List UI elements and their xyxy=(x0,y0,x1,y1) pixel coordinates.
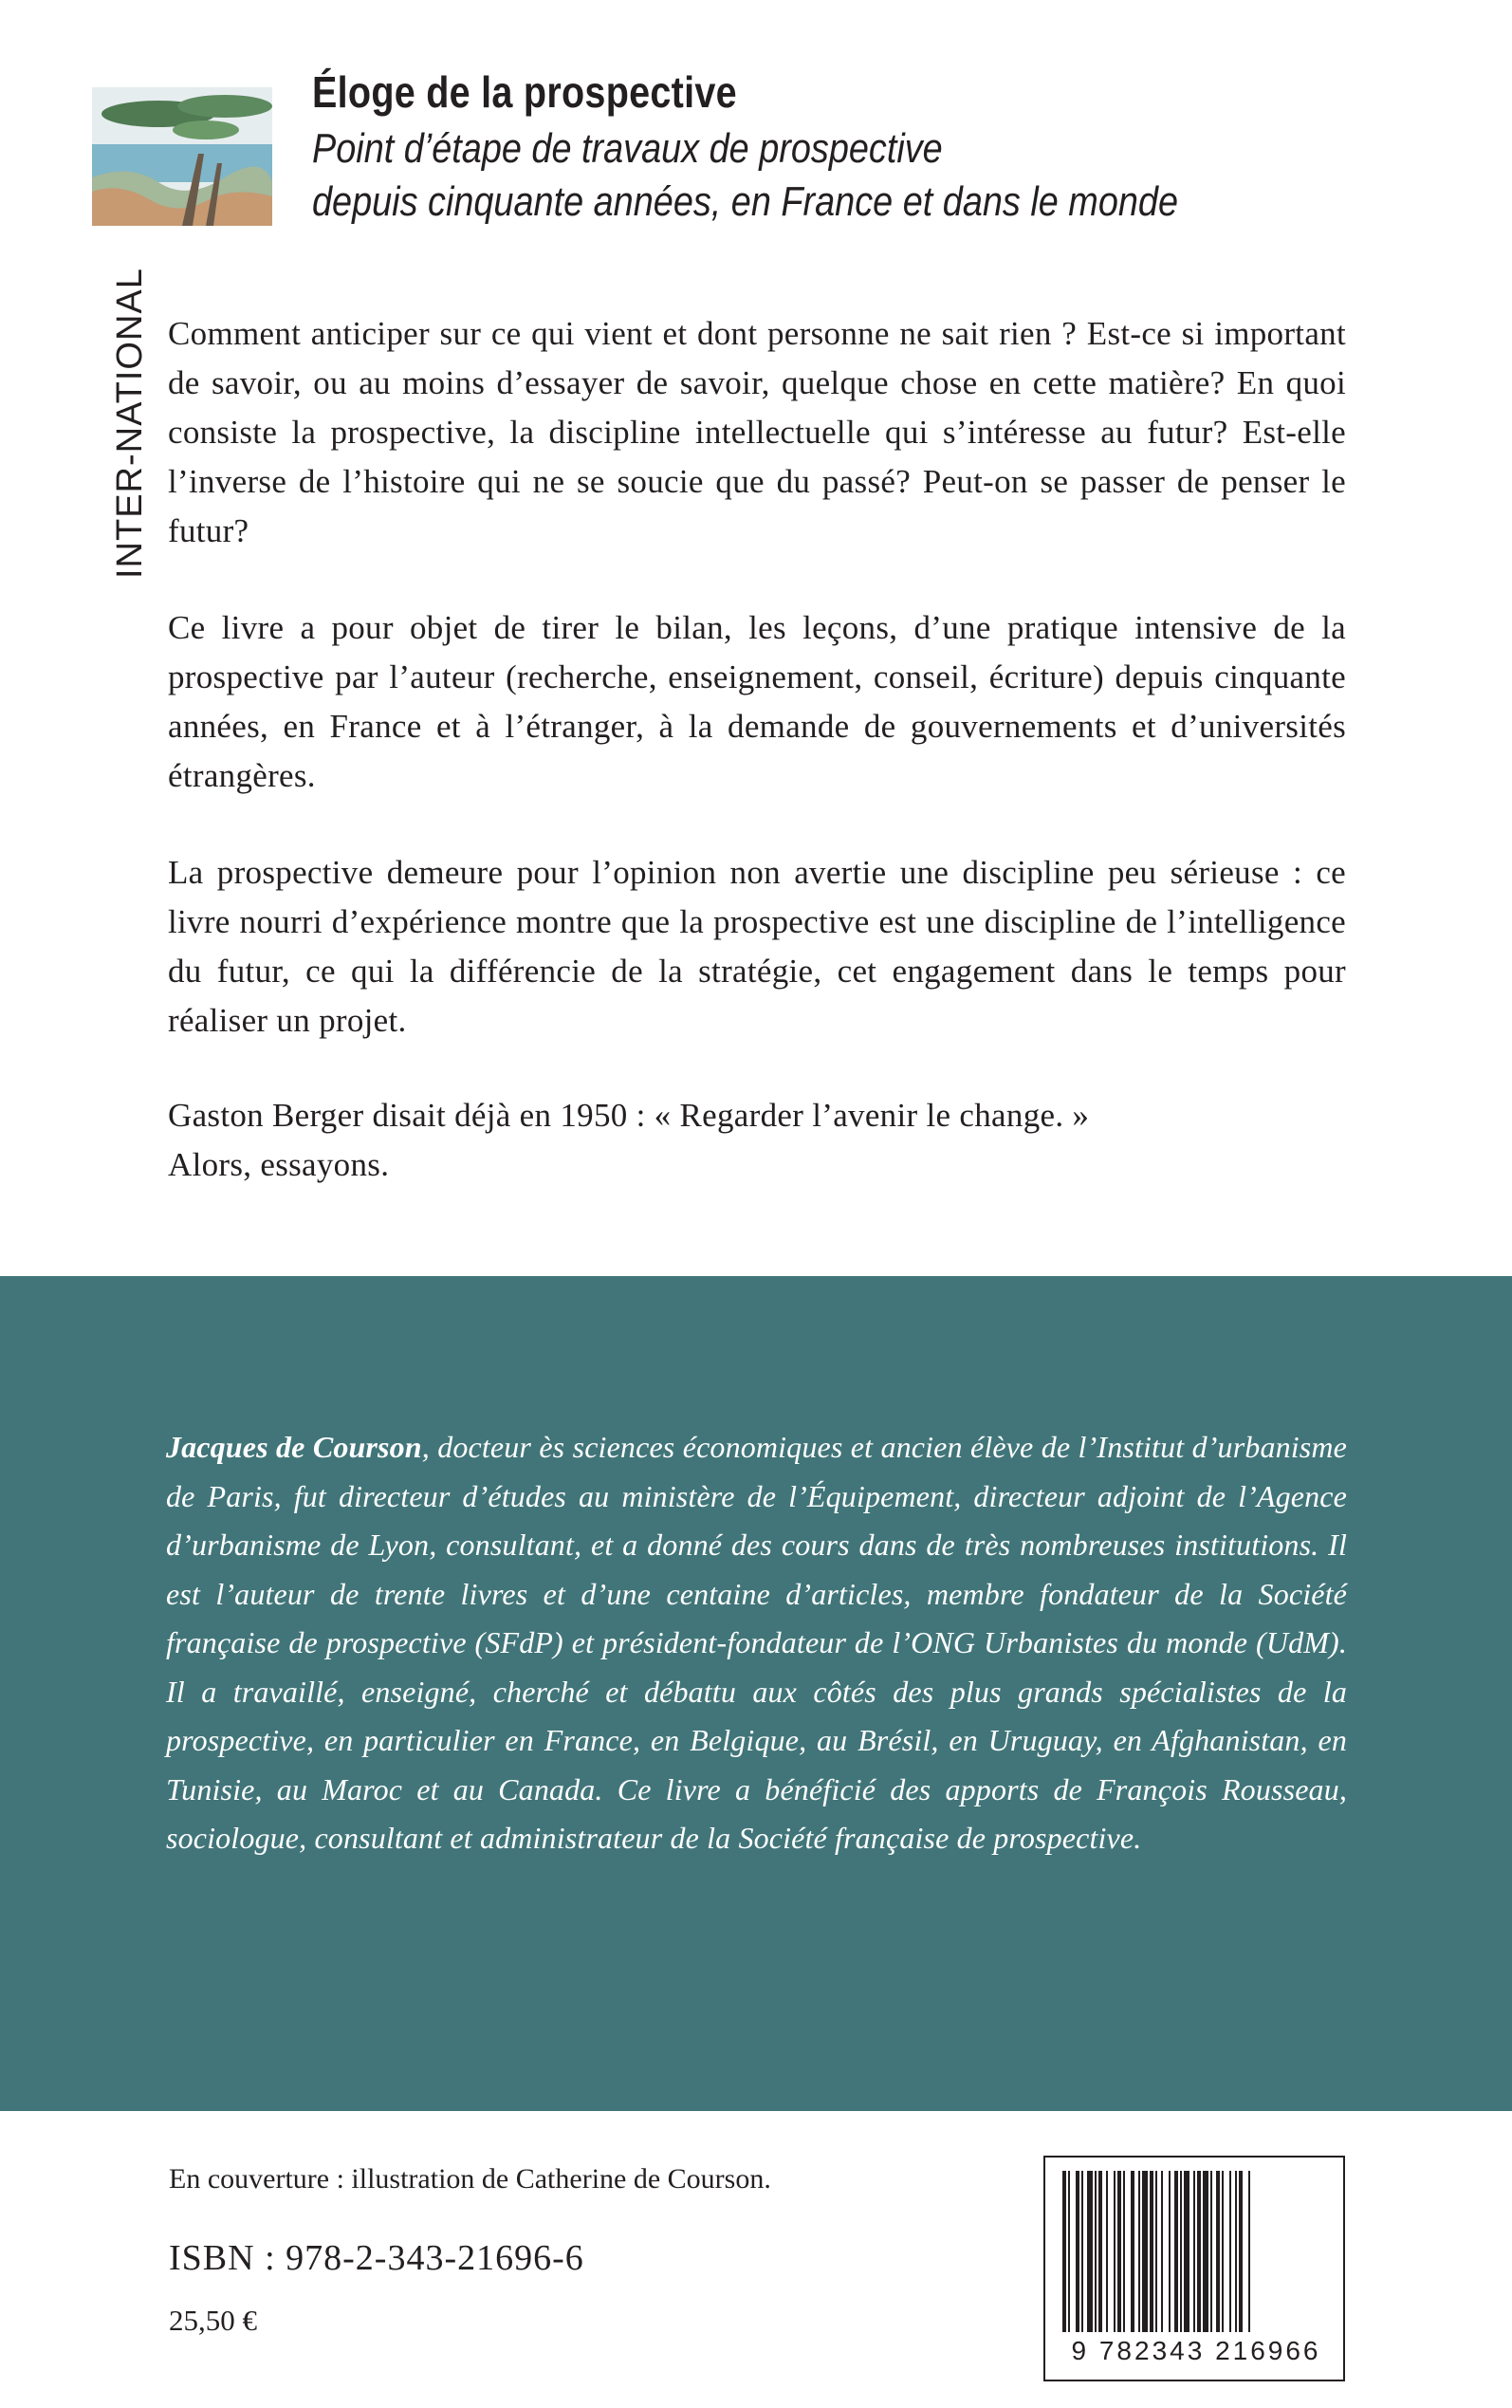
blurb-quote-line: Gaston Berger disait déjà en 1950 : « Regarder l’avenir le change. » xyxy=(168,1097,1090,1134)
blurb-paragraph-1: Comment anticiper sur ce qui vient et dont personne ne sait rien ? Est-ce si important de savoir, ou au moins d’essayer de savoir, quelque chose en cette matière? En quoi consiste la prospective, la discipline intellectuelle qui s’intéresse au futur? Est-elle l’inverse de l’histoire qui ne se soucie que du passé? Peut-on se passer de penser le futur? xyxy=(168,315,1346,549)
author-name: Jacques de Courson xyxy=(166,1430,422,1464)
book-title: Éloge de la prospective xyxy=(312,67,737,117)
isbn: ISBN : 978-2-343-21696-6 xyxy=(169,2238,584,2278)
barcode xyxy=(1043,2156,1345,2381)
author-bio-text: , docteur ès sciences économiques et ancien élève de l’Institut d’urbanisme de Paris, fut directeur d’études au ministère de l’Équipement, directeur adjoint de l’Agence d’urbanisme de Lyon, consultant, et a donné des cours dans de très nombreuses institutions. Il est l’auteur de trente livres et d’une centaine d’articles, membre fondateur de la Société française de prospective (SFdP) et président-fondateur de l’ONG Urbanistes du monde (UdM). Il a travaillé, enseigné, cherché et débattu aux côtés des plus grands spécialistes de la prospective, en particulier en France, en Belgique, au Brésil, en Uruguay, en Afghanistan, en Tunisie, au Maroc et au Canada. Ce livre a bénéficié des apports de François Rousseau, sociologue, consultant et administrateur de la Société française de prospective. xyxy=(166,1430,1347,1855)
series-label: INTER-NATIONAL xyxy=(110,268,150,579)
cover-thumbnail-painting xyxy=(92,87,272,226)
cover-credit: En couverture : illustration de Catherine de Courson. xyxy=(169,2163,771,2195)
blurb-closing-line: Alors, essayons. xyxy=(168,1146,390,1183)
book-subtitle-line2: depuis cinquante années, en France et dans le monde xyxy=(312,178,1179,225)
author-bio xyxy=(166,1423,1347,1863)
blurb-paragraph-3: La prospective demeure pour l’opinion non avertie une discipline peu sérieuse : ce livre nourri d’expérience montre que la prospective est une discipline de l’intelligence du futur, ce qui la différencie de la stratégie, cet engagement dans le temps pour réaliser un projet. xyxy=(168,854,1346,1039)
price: 25,50 € xyxy=(169,2304,257,2337)
barcode-bars-icon xyxy=(1059,2171,1334,2332)
barcode-digits: 9 782343 216966 xyxy=(1071,2336,1321,2365)
blurb-paragraph-2: Ce livre a pour objet de tirer le bilan, les leçons, d’une pratique intensive de la prospective par l’auteur (recherche, enseignement, conseil, écriture) depuis cinquante années, en France et à l’étranger, à la demande de gouvernements et d’universités étrangères. xyxy=(168,609,1346,794)
blurb-paragraph-4 xyxy=(168,1091,1346,1190)
book-subtitle-line1: Point d’étape de travaux de prospective xyxy=(312,125,943,172)
